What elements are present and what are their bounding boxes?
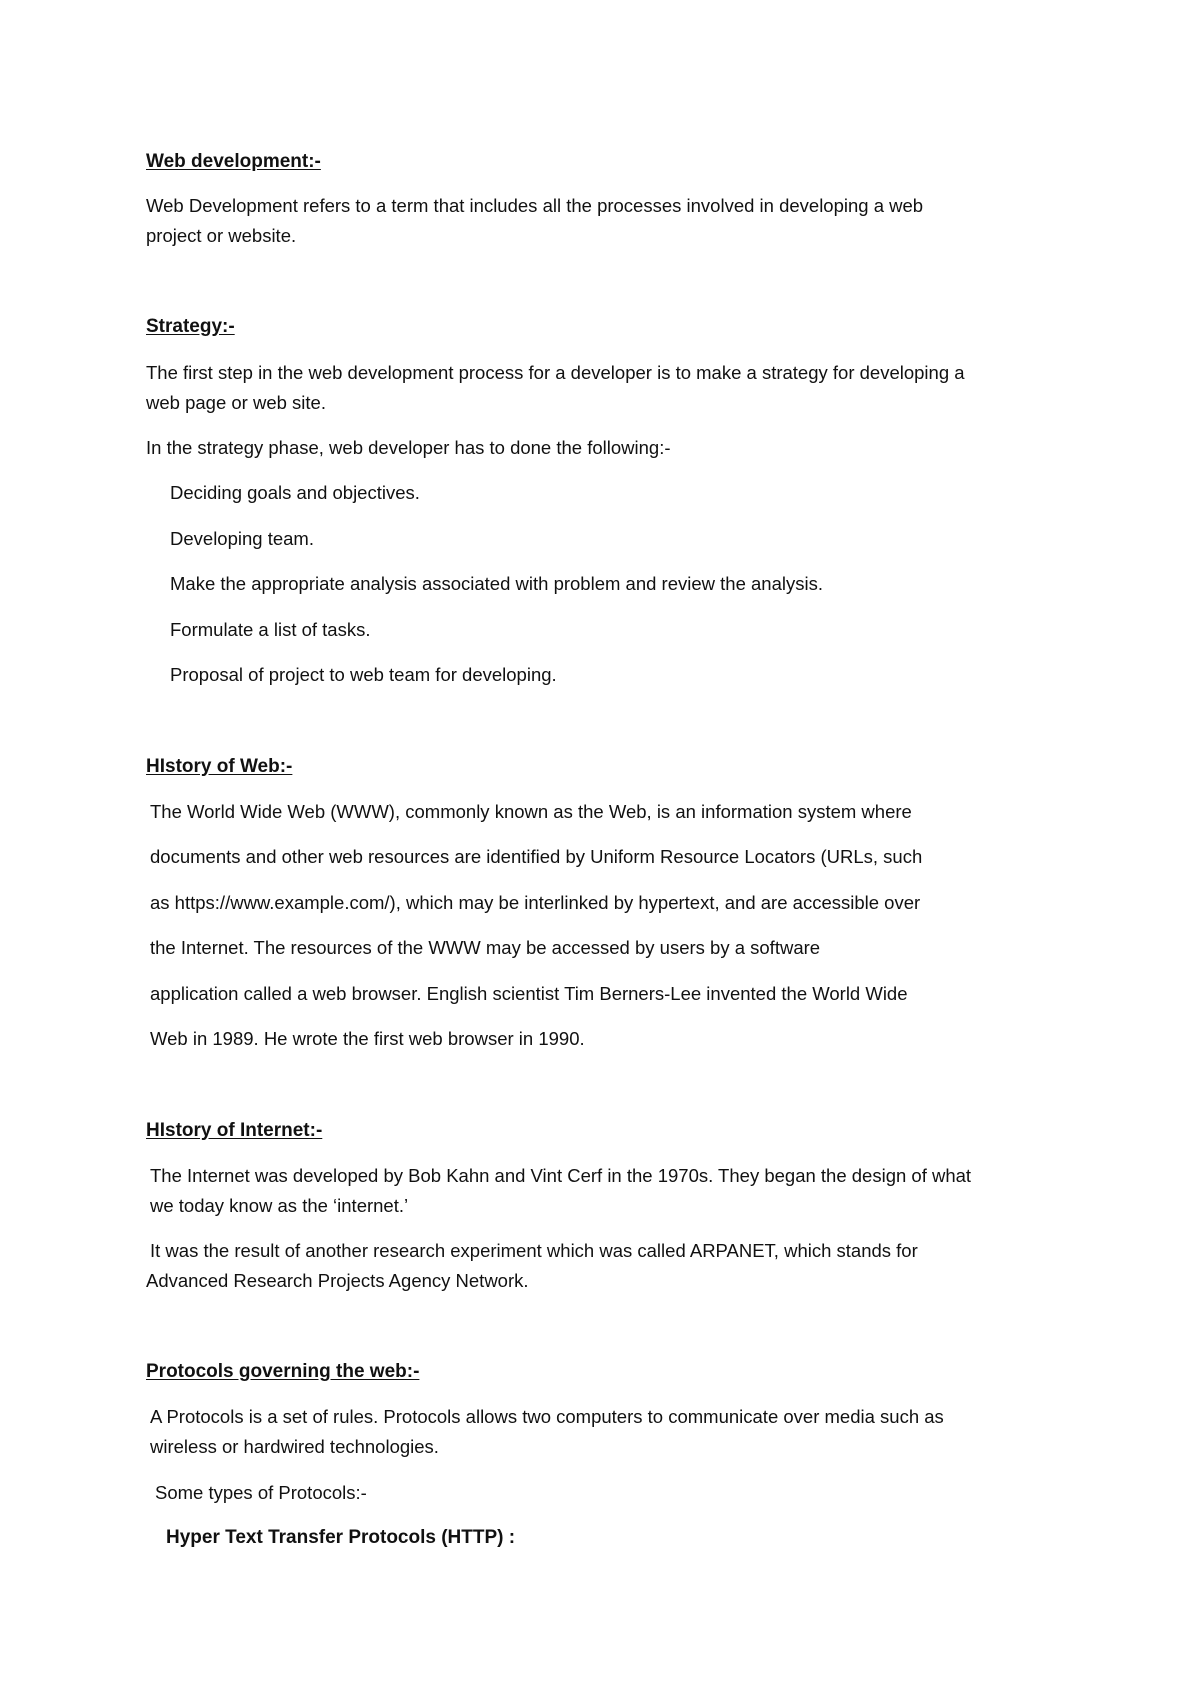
paragraph-line: In the strategy phase, web developer has to done the following:- xyxy=(146,437,671,458)
list-item: Proposal of project to web team for developing. xyxy=(170,664,557,685)
paragraph-line: project or website. xyxy=(146,225,297,246)
paragraph-line: The Internet was developed by Bob Kahn and Vint Cerf in the 1970s. They began the design of what xyxy=(150,1165,972,1186)
paragraph-line: The first step in the web development process for a developer is to make a strategy for developing a xyxy=(146,362,965,383)
list-item: Deciding goals and objectives. xyxy=(170,482,420,503)
paragraph-line: wireless or hardwired technologies. xyxy=(150,1436,439,1457)
paragraph-line: The World Wide Web (WWW), commonly known as the Web, is an information system where xyxy=(150,801,912,822)
list-item: Developing team. xyxy=(170,528,314,549)
paragraph-line: Web Development refers to a term that includes all the processes involved in developing a web xyxy=(146,195,924,216)
paragraph-line: A Protocols is a set of rules. Protocols allows two computers to communicate over media such as xyxy=(150,1406,944,1427)
paragraph-line: It was the result of another research experiment which was called ARPANET, which stands for xyxy=(150,1240,918,1261)
heading-protocols: Protocols governing the web:- xyxy=(146,1361,420,1382)
paragraph-line: web page or web site. xyxy=(146,392,326,413)
heading-web-development: Web development:- xyxy=(146,151,321,172)
heading-history-of-internet: HIstory of Internet:- xyxy=(146,1120,323,1141)
paragraph-line: Some types of Protocols:- xyxy=(155,1482,367,1503)
paragraph-line: Advanced Research Projects Agency Network. xyxy=(146,1270,529,1291)
paragraph-line: application called a web browser. English scientist Tim Berners-Lee invented the World Wide xyxy=(150,983,908,1004)
list-item: Make the appropriate analysis associated with problem and review the analysis. xyxy=(170,573,823,594)
paragraph-line: Web in 1989. He wrote the first web browser in 1990. xyxy=(150,1028,585,1049)
heading-history-of-web: HIstory of Web:- xyxy=(146,756,293,777)
subheading-http: Hyper Text Transfer Protocols (HTTP) : xyxy=(166,1527,516,1548)
paragraph-line: we today know as the ‘internet.’ xyxy=(150,1195,409,1216)
paragraph-line: as https://www.example.com/), which may be interlinked by hypertext, and are accessible over xyxy=(150,892,921,913)
list-item: Formulate a list of tasks. xyxy=(170,619,371,640)
heading-strategy: Strategy:- xyxy=(146,316,235,337)
paragraph-line: the Internet. The resources of the WWW may be accessed by users by a software xyxy=(150,937,821,958)
paragraph-line: documents and other web resources are identified by Uniform Resource Locators (URLs, such xyxy=(150,846,923,867)
